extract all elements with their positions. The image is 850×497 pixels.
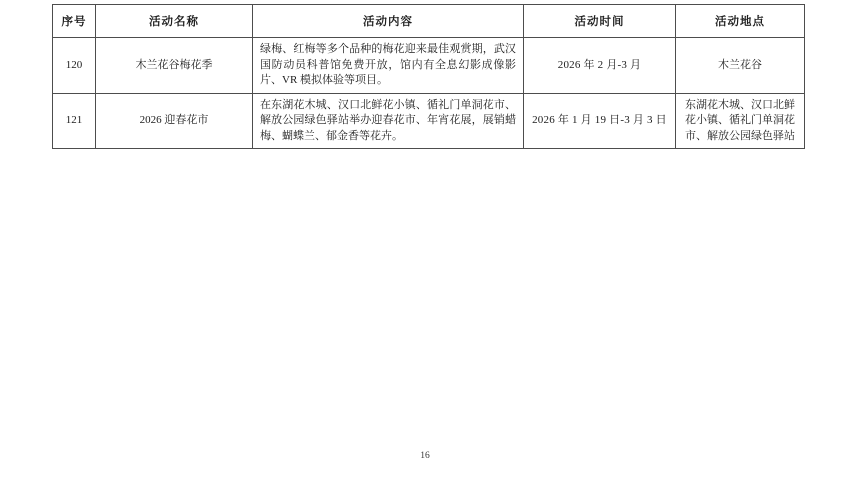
activity-table xyxy=(52,4,805,149)
cell-activity-location: 木兰花谷 xyxy=(676,38,805,94)
cell-activity-location: 东湖花木城、汉口北鲜花小镇、循礼门单洞花市、解放公园绿色驿站 xyxy=(676,93,805,149)
cell-activity-name: 2026 迎春花市 xyxy=(96,93,253,149)
cell-serial-number: 121 xyxy=(53,93,96,149)
cell-activity-content: 绿梅、红梅等多个品种的梅花迎来最佳观赏期，武汉国防动员科普馆免费开放，馆内有全息幻影成像影片、VR 模拟体验等项目。 xyxy=(253,38,524,94)
cell-serial-number: 120 xyxy=(53,38,96,94)
table-row xyxy=(53,93,805,149)
cell-activity-name: 木兰花谷梅花季 xyxy=(96,38,253,94)
cell-activity-time: 2026 年 1 月 19 日-3 月 3 日 xyxy=(524,93,676,149)
cell-activity-content: 在东湖花木城、汉口北鲜花小镇、循礼门单洞花市、解放公园绿色驿站举办迎春花市、年宵花展，展销蜡梅、蝴蝶兰、郁金香等花卉。 xyxy=(253,93,524,149)
header-serial-number: 序号 xyxy=(53,5,96,38)
table-header-row xyxy=(53,5,805,38)
cell-activity-time: 2026 年 2 月-3 月 xyxy=(524,38,676,94)
table-row xyxy=(53,38,805,94)
page-number: 16 xyxy=(420,451,430,461)
header-activity-time: 活动时间 xyxy=(524,5,676,38)
header-activity-content: 活动内容 xyxy=(253,5,524,38)
header-activity-name: 活动名称 xyxy=(96,5,253,38)
header-activity-location: 活动地点 xyxy=(676,5,805,38)
